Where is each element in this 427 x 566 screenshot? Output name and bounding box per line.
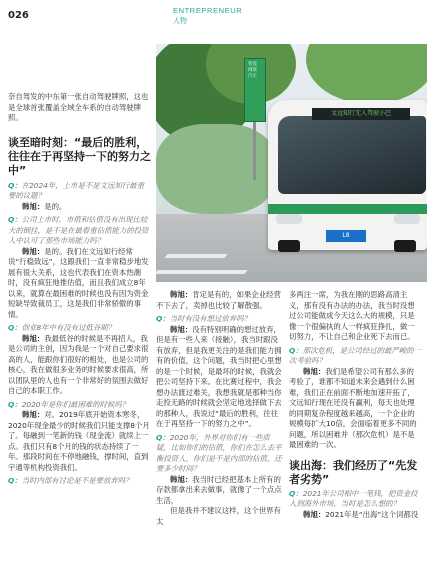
- answer-text: 我最低谷的时候是不再招人，我是公司的主创，因为我是一个对自己要求很高的人，能跟你们很好的相处，也是公司的核心，我在做很多业务的时候要求很高，所以团队里的人也有一个非常好的氛围去做好自己的本职工作。: [8, 333, 149, 395]
- question-text: 当时内部有讨论是不是要放弃吗？: [21, 476, 133, 485]
- answer-9: [289, 510, 421, 521]
- wheel-icon: [278, 240, 300, 252]
- question-label: Q：: [8, 399, 22, 409]
- answer-7-continued: 但是我并不建议这样，这个世界有太: [156, 506, 281, 526]
- question-text: 在2024年，上市是不是文远知行最重要的议题？: [8, 180, 144, 200]
- answer-label: 韩旭：: [170, 324, 193, 334]
- middle-column: [156, 290, 283, 527]
- license-plate: L8: [326, 230, 366, 242]
- answer-7: [156, 475, 283, 507]
- answer-6: [156, 325, 283, 430]
- answer-label: 韩旭：: [22, 333, 45, 343]
- headlight-icon: [394, 214, 420, 224]
- question-2: [8, 215, 151, 247]
- bus-windshield: [278, 116, 426, 194]
- question-label: Q：: [8, 215, 22, 224]
- answer-label: 韩旭：: [303, 509, 326, 519]
- section-label-en: ENTREPRENEUR: [173, 6, 243, 15]
- question-text: 公司上市时，市值和估值没有出现比较大的倒挂，是不是在最看重估值能力的投资人中认可了那些市场能力吗？: [8, 215, 149, 245]
- question-1: [8, 181, 151, 202]
- answer-text: 是的。我们在文远知行经常说“行稳致远”，这跟我们一直非常稳步地发展有很大关系，这也代表我们在资本热潮时，没有疯狂地推估值，而且我们成立8年以来，就算在最困难的时候也没有因为资金短缺导致裁员工，这是我们非常骄傲的事情。: [8, 246, 149, 319]
- bus-photo: [156, 44, 427, 282]
- answer-1: [8, 202, 151, 213]
- answer-text: 肯定是有的，如果企业经营不下去了，卖掉也比较了解散强。: [156, 290, 281, 310]
- answer-text: 2021年是“出海”这个词都没: [325, 509, 419, 519]
- road-marking: [156, 270, 248, 274]
- question-text: 那次危机，是公司经过的最严峻的一次考验吗？: [289, 345, 421, 365]
- question-7: [156, 433, 283, 475]
- question-label: Q：: [289, 345, 303, 355]
- question-label: Q：: [8, 476, 22, 485]
- answer-4: [8, 410, 151, 473]
- answer-text: 我们是希望公司有那么多的考验了，谁都不知道未来会遇到什么困难，我们正在前面不断地加速开拓了，文远知行现在还没有赢利，每天也处理的同期复杂程度越来越高，一个企业的规模每扩大10倍，会面临着更多不同的问题，所以困难并（那次危机）是不是最困难的一次。: [289, 366, 417, 449]
- answer-label: 韩旭：: [22, 201, 45, 211]
- answer-8: [289, 367, 421, 451]
- left-column: [8, 92, 151, 487]
- question-label: Q：: [156, 314, 170, 323]
- question-label: Q：: [8, 323, 22, 332]
- question-5: [8, 476, 151, 487]
- answer-5: [156, 290, 283, 311]
- answer-label: 韩旭：: [22, 410, 45, 419]
- road-marking: [164, 254, 227, 258]
- question-label: Q：: [289, 488, 303, 498]
- headlight-icon: [276, 214, 302, 224]
- answer-text: 没有特别明确的想过放弃，但是有一些人来（接触），我当时跟没有放弃，但是我更关注的是我们能力拥有的价值，这个问题，我当时把心里想的是一个时候，是最坏的时候，我就会把公司坚持下来。在比赛过程中，我会想办法渡过难关，我想我就是那种当你走投无路的时候就会坚定地选择做下去的那种人，我说过“最后的胜利，往往在于再坚持一下的努力之中”。: [156, 324, 282, 428]
- section-label-cn: 人物: [173, 18, 187, 25]
- section-heading-2: 谈出海：我们经历了“先发者劣势”: [289, 458, 418, 486]
- answer-label: 韩旭：: [22, 246, 45, 256]
- bus-banner: 文远知行无人驾驶小巴: [312, 108, 410, 120]
- autonomous-bus: [268, 100, 427, 250]
- question-text: 2020年，外界对你们有一些质疑，比如你们的估值，你们在怎么去平衡投资人，你们是不是内部的估值，还要多少时间？: [156, 432, 282, 473]
- question-text: 2021年公司相中一笔钱，把资金投入到海外市场，当时是怎么想的？: [289, 488, 418, 508]
- question-text: 2020年是你们最困难的时候吗？: [21, 399, 130, 409]
- question-3: [8, 323, 151, 334]
- question-4: [8, 400, 151, 411]
- question-text: 创业8年中有没有过低谷期？: [21, 323, 116, 332]
- tree-foliage: [306, 44, 427, 104]
- answer-text: 我当时已经把基本上所有的存款都拿出来去做事，就像了一个点点生活，: [156, 474, 282, 505]
- answer-2: [8, 247, 151, 321]
- section-heading: 谈至暗时刻：“最后的胜利，往往在于再坚持一下的努力之中”: [8, 135, 151, 177]
- right-column: [289, 290, 421, 520]
- question-text: 当时有没有想过放弃吗？: [169, 314, 251, 323]
- answer-text: 对。2019年底开始资本寒冬，2020年现金最少的时候我们只能支撑8个月了。每融到一笔新的钱（现金流）就续上一点。我们只有8个月的钱的状态持续了一年。那段时间在不停地融钱，撑时间，直到宇通等机构投资我们。: [8, 410, 150, 472]
- question-label: Q：: [156, 432, 170, 442]
- question-6: [156, 314, 283, 325]
- page-number: 026: [8, 10, 29, 21]
- bus-stripe: [268, 204, 427, 214]
- answer-label: 韩旭：: [303, 366, 326, 376]
- question-9: [289, 489, 421, 510]
- section-label: [173, 6, 242, 26]
- sign-pole: [253, 120, 256, 180]
- question-8: [289, 346, 421, 367]
- answer-text: 是的。: [44, 201, 67, 211]
- question-label: Q：: [8, 180, 22, 190]
- answer-label: 韩旭：: [170, 290, 193, 299]
- paragraph-continued: 多两注一席，为我在刚的思路高清主义，那有没有办法的办法，我当时没想过公司能做成今天这么大的规模，只是像一个很偏执的人一样疯狂挣扎，做一切努力，不让自己和企业死下去而已。: [289, 290, 415, 341]
- wheel-icon: [394, 240, 416, 252]
- tree-foliage: [156, 124, 276, 214]
- answer-3: [8, 334, 151, 397]
- road-sign-text: 智能网联汽车: [248, 62, 257, 79]
- answer-label: 韩旭：: [170, 474, 193, 484]
- intro-paragraph: 奈自驾发的中东第一张自动驾驶牌照，这也是全球首张覆盖全域全车系的自动驾驶牌照。: [8, 92, 149, 122]
